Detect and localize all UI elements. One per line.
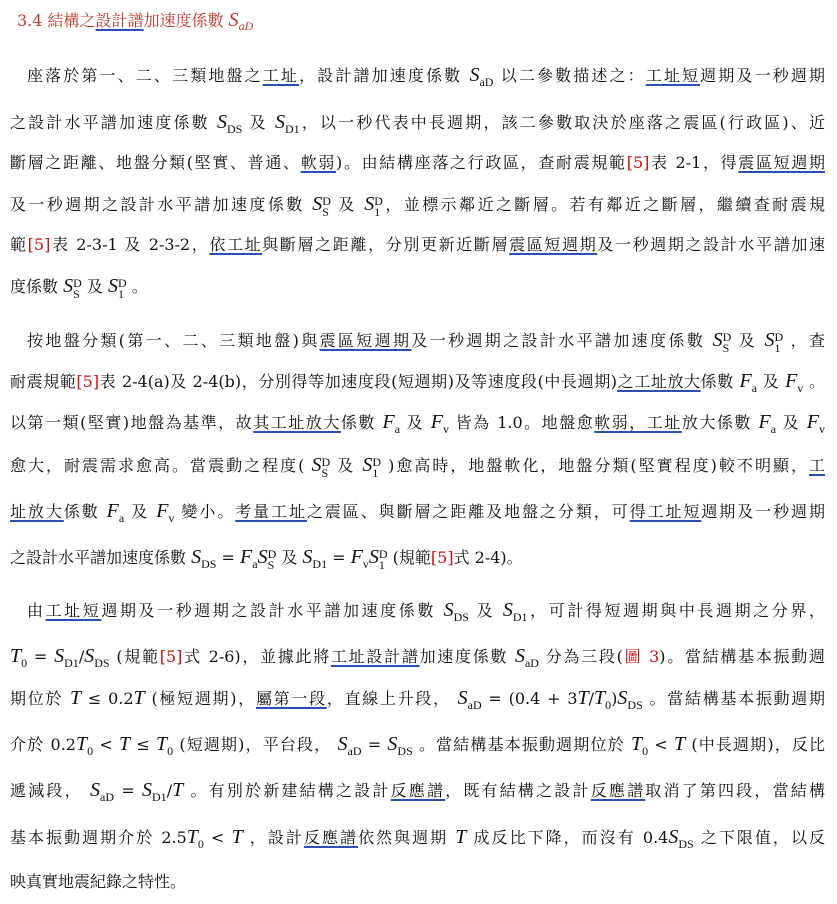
- text-run: ，並標示鄰近之斷層。若有鄰近之斷層，繼續查耐震規: [382, 195, 825, 214]
- text-run: 分為三段(: [538, 647, 623, 666]
- math-symbol: $F_v$: [785, 370, 804, 395]
- text-run: ，設計: [242, 828, 304, 847]
- math-symbol: $S_{aD}$: [337, 733, 362, 758]
- text-run: 加速度係數: [419, 647, 515, 666]
- math-symbol: $T_0$: [186, 826, 204, 851]
- underlined-term: 工址: [262, 66, 300, 85]
- math-symbol: $S_{DS}$: [84, 645, 110, 670]
- math-symbol: $F_a$: [739, 370, 758, 395]
- text-run: 係數: [340, 413, 383, 432]
- text-run: 範: [10, 235, 28, 254]
- text-run: 之震區、與斷層之距離及地盤之分類，可: [306, 502, 630, 521]
- text-run: 及: [776, 413, 807, 432]
- text-line: [10, 271, 825, 301]
- reference-link[interactable]: [5]: [76, 372, 100, 391]
- text-run: 介於 0.2: [10, 735, 76, 754]
- underlined-term: 工址設計譜: [330, 647, 420, 666]
- underlined-term: 工: [808, 456, 825, 475]
- underlined-term: 反應譜: [390, 781, 446, 800]
- text-run: 。有別於新建結構之設計: [183, 781, 391, 800]
- text-run: 及: [276, 548, 303, 567]
- math-symbol: $S_{D1}$: [275, 111, 300, 136]
- math-symbol: $T_0$: [75, 733, 94, 758]
- text-run: 及: [242, 113, 276, 132]
- text-line: [10, 775, 825, 805]
- text-run: 及: [468, 601, 503, 620]
- math-symbol: $F_a$: [758, 411, 777, 436]
- text-run: )。當結構基本振動週: [659, 647, 825, 666]
- text-run: 及一秒週期之設計水平譜加速度係數: [411, 331, 713, 350]
- math-symbol: T: [577, 687, 589, 709]
- underlined-term: 其工址放大: [253, 413, 341, 432]
- text-run: 。: [803, 372, 825, 391]
- math-symbol: T: [69, 687, 82, 709]
- math-symbol: $S_{DS}$: [387, 733, 413, 758]
- math-symbol: $S_{DS}$: [617, 687, 643, 712]
- text-run: =: [216, 548, 241, 567]
- text-run: 式 2-4)。: [453, 548, 523, 567]
- reference-link[interactable]: [5]: [626, 153, 650, 172]
- math-symbol: S D 1: [362, 454, 381, 480]
- text-run: )愈高時，地盤軟化，地盤分類(堅實程度)較不明顯，: [380, 456, 809, 475]
- text-run: 愈大，耐震需求愈高。當震動之程度(: [10, 456, 312, 475]
- text-run: /: [588, 689, 595, 708]
- text-run: =: [114, 781, 143, 800]
- text-run: ，既有結構之設計: [445, 781, 591, 800]
- text-run: 放大係數: [681, 413, 759, 432]
- text-run: =: [27, 647, 55, 666]
- text-run: 遞減段，: [10, 781, 91, 800]
- text-run: 之下限值，以反: [693, 828, 825, 847]
- text-line: [10, 822, 825, 852]
- math-symbol: S D 1: [368, 546, 388, 572]
- text-run: 按地盤分類(第一、二、三類地盤)與: [27, 331, 320, 350]
- text-run: 及: [330, 195, 365, 214]
- math-symbol: $S_{DS}$: [217, 111, 243, 136]
- text-line: [10, 450, 825, 480]
- math-symbol: $F_v$: [156, 500, 175, 525]
- text-line: [10, 407, 825, 437]
- math-symbol: $F_a$: [382, 411, 401, 436]
- text-run: <: [93, 735, 119, 754]
- reference-link[interactable]: [5]: [27, 235, 51, 254]
- heading-underlined-term: 設計譜: [95, 11, 144, 30]
- math-symbol: $S_{D1}$: [142, 779, 167, 804]
- math-symbol: $S_{D1}$: [54, 645, 79, 670]
- math-symbol: $T_0$: [155, 733, 174, 758]
- reference-link[interactable]: [5]: [430, 548, 454, 567]
- text-line: [10, 230, 825, 260]
- text-run: 由: [27, 601, 46, 620]
- underlined-term: 得工址短: [629, 502, 702, 521]
- math-symbol: $S_{DS}$: [668, 826, 694, 851]
- underlined-term: 軟弱，工址: [594, 413, 682, 432]
- text-run: 係數: [700, 372, 740, 391]
- text-run: ，可計得短週期與中長週期之分界，: [527, 601, 825, 620]
- math-symbol: $T_0$: [10, 645, 28, 670]
- text-run: 期位於: [10, 689, 70, 708]
- math-symbol: T: [231, 826, 243, 848]
- math-symbol: $F_v$: [806, 411, 825, 436]
- text-run: ≤ 0.2: [81, 689, 134, 708]
- text-run: )。由結構座落之行政區，查耐震規範: [336, 153, 627, 172]
- underlined-term: 反應譜: [590, 781, 646, 800]
- text-run: 及: [400, 413, 431, 432]
- text-run: 取消了第四段，當結構: [645, 781, 825, 800]
- text-run: 成反比下降，而沒有 0.4: [466, 828, 669, 847]
- math-symbol: S D S: [712, 329, 732, 355]
- underlined-term: 屬第一段: [255, 689, 327, 708]
- text-line: [27, 595, 825, 625]
- section-heading: [17, 6, 253, 34]
- math-symbol: $S_{aD}$: [469, 64, 494, 89]
- text-run: 。當結構基本振動週期位於: [412, 735, 631, 754]
- text-run: 表 2-4(a)及 2-4(b)，分別得等加速度段(短週期)及等速度段(中長週期): [99, 372, 618, 391]
- text-line: [10, 189, 825, 219]
- math-symbol: $S_{aD}$: [457, 687, 482, 712]
- underlined-term: 依工址: [209, 235, 263, 254]
- underlined-term: 工址短: [645, 66, 701, 85]
- math-symbol: S D S: [312, 193, 331, 219]
- math-symbol: $F_a$: [240, 546, 258, 571]
- text-run: 及: [81, 277, 108, 296]
- text-run: 式 2-6)，並據此將: [182, 647, 331, 666]
- text-line: [10, 867, 825, 897]
- text-line: [10, 366, 825, 396]
- underlined-term: 址放大: [10, 502, 64, 521]
- math-symbol: S D 1: [764, 329, 784, 355]
- math-symbol: T: [673, 733, 686, 755]
- text-run: 皆為 1.0。地盤愈: [448, 413, 595, 432]
- text-run: 之設計水平譜加速度係數: [10, 548, 192, 567]
- text-run: =: [361, 735, 388, 754]
- text-run: (極短週期)，: [144, 689, 256, 708]
- text-run: ): [611, 689, 618, 708]
- text-line: [10, 542, 825, 572]
- text-run: 度係數: [10, 277, 64, 296]
- underlined-term: 震區短週期: [509, 235, 598, 254]
- text-run: 耐震規範: [10, 372, 77, 391]
- text-run: 係數: [63, 502, 107, 521]
- math-symbol: $F_v$: [350, 546, 369, 571]
- heading-prefix: 3.4 結構之: [17, 11, 96, 30]
- math-symbol: T: [172, 779, 184, 801]
- math-symbol: T: [133, 687, 145, 709]
- text-line: [27, 60, 825, 90]
- text-run: ≤: [130, 735, 156, 754]
- text-run: 及: [757, 372, 786, 391]
- math-symbol: T: [118, 733, 131, 755]
- math-symbol: $T_0$: [630, 733, 649, 758]
- math-symbol: $S_{aD}$: [514, 645, 539, 670]
- text-run: (規範: [387, 548, 431, 567]
- math-symbol: S D 1: [107, 275, 127, 301]
- text-line: [10, 641, 825, 671]
- underlined-term: 軟弱: [300, 153, 337, 172]
- math-symbol: $S_{D1}$: [302, 546, 328, 571]
- underlined-term: 震區短週期: [738, 153, 825, 172]
- text-run: 座落於第一、二、三類地盤之: [27, 66, 263, 85]
- underlined-term: 之工址放大: [617, 372, 701, 391]
- math-symbol: S D S: [257, 546, 277, 572]
- underlined-term: 考量工址: [235, 502, 307, 521]
- text-run: /: [78, 647, 85, 666]
- underlined-term: 工址短: [45, 601, 102, 620]
- math-symbol: S D S: [63, 275, 82, 301]
- text-run: ，查: [783, 331, 825, 350]
- text-run: 及: [330, 456, 363, 475]
- text-run: 及: [124, 502, 157, 521]
- text-run: 映真實地震紀錄之特性。: [10, 872, 187, 891]
- text-run: 及: [731, 331, 765, 350]
- text-run: 週期及一秒週期之設計水平譜加速度係數: [101, 601, 444, 620]
- underlined-term: 震區短週期: [319, 331, 412, 350]
- text-run: = (0.4 + 3: [481, 689, 578, 708]
- text-run: 表 2-3-1 及 2-3-2，: [50, 235, 210, 254]
- text-run: 以第一類(堅實)地盤為基準，故: [10, 413, 254, 432]
- text-run: 。當結構基本振動週期: [642, 689, 825, 708]
- text-run: ，直線上升段，: [326, 689, 458, 708]
- heading-symbol: $S_{aD}$: [228, 9, 254, 33]
- math-symbol: $F_v$: [430, 411, 449, 436]
- text-run: 斷層之距離、地盤分類(堅實、普通、: [10, 153, 301, 172]
- math-symbol: $S_{aD}$: [90, 779, 115, 804]
- math-symbol: $S_{DS}$: [191, 546, 217, 571]
- heading-suffix: 加速度係數: [143, 11, 224, 30]
- math-symbol: S D S: [311, 454, 331, 480]
- text-line: [10, 107, 825, 137]
- text-run: 基本振動週期介於 2.5: [10, 828, 187, 847]
- text-run: ，設計譜加速度係數: [299, 66, 470, 85]
- text-run: ，以一秒代表中長週期，該二參數取決於座落之震區(行政區)、近: [299, 113, 825, 132]
- math-symbol: T: [455, 826, 467, 848]
- text-run: /: [166, 781, 173, 800]
- text-run: 週期及一秒週期: [701, 502, 825, 521]
- text-run: 以二參數描述之：: [493, 66, 646, 85]
- text-run: 及一秒週期之設計水平譜加速: [597, 235, 825, 254]
- text-line: [10, 148, 825, 178]
- math-symbol: $S_{DS}$: [443, 599, 469, 624]
- text-run: <: [648, 735, 674, 754]
- text-line: [10, 729, 825, 759]
- reference-link[interactable]: [5]: [159, 647, 183, 666]
- text-run: 週期及一秒週期: [700, 66, 825, 85]
- text-run: 依然與週期: [358, 828, 456, 847]
- text-line: [10, 683, 825, 713]
- text-line: [10, 496, 825, 526]
- underlined-term: 反應譜: [303, 828, 358, 847]
- text-run: 變小。: [174, 502, 236, 521]
- math-symbol: $T_0$: [594, 687, 612, 712]
- text-run: 與斷層之距離，分別更新近斷層: [262, 235, 510, 254]
- math-symbol: S D 1: [364, 193, 383, 219]
- text-run: 。: [126, 277, 148, 296]
- text-run: (中長週期)，反比: [685, 735, 825, 754]
- text-run: 之設計水平譜加速度係數: [10, 113, 218, 132]
- reference-link[interactable]: 圖 3: [622, 647, 660, 666]
- text-run: =: [327, 548, 351, 567]
- text-run: <: [203, 828, 232, 847]
- text-run: 及一秒週期之設計水平譜加速度係數: [10, 195, 313, 214]
- text-run: 表 2-1，得: [649, 153, 739, 172]
- text-run: (短週期)，平台段，: [173, 735, 338, 754]
- math-symbol: $F_a$: [106, 500, 125, 525]
- math-symbol: $S_{D1}$: [502, 599, 528, 624]
- text-run: (規範: [109, 647, 160, 666]
- text-line: [27, 325, 825, 355]
